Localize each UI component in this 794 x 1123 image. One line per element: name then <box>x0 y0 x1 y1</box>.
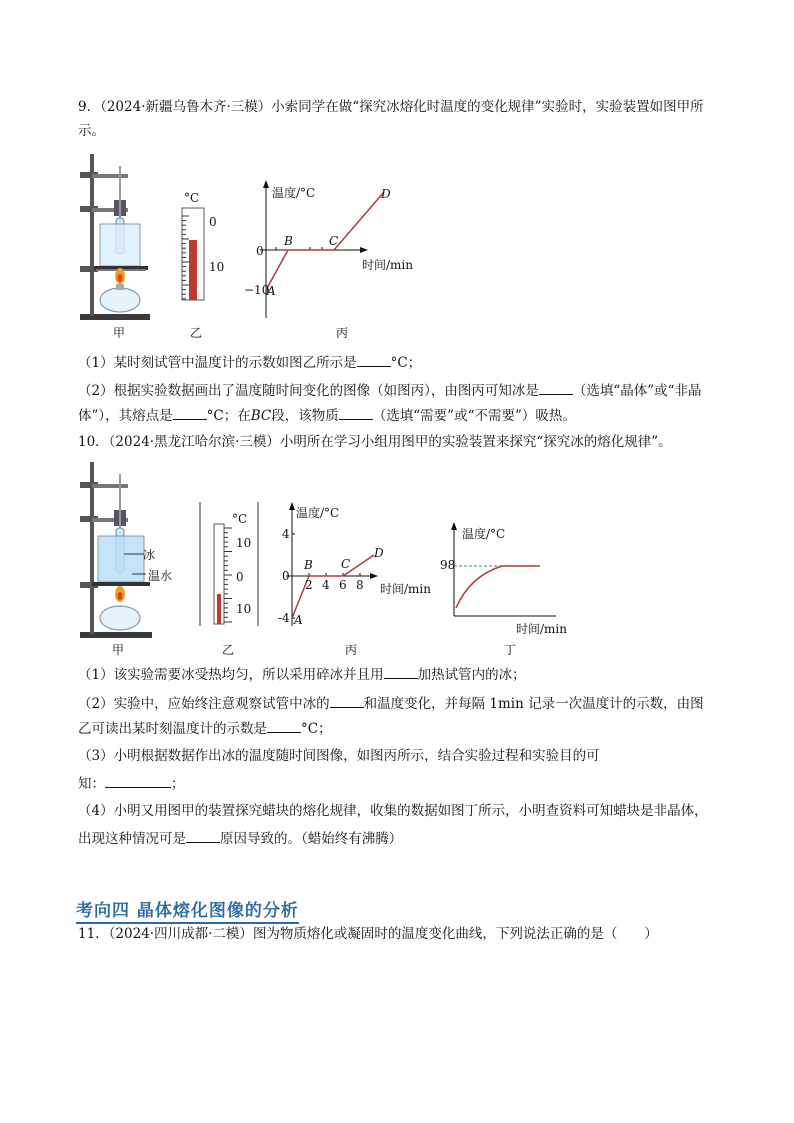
q10-ding-ylabel: 温度/°C <box>462 527 506 541</box>
q10-stem-line1: 10．（2024·黑龙江哈尔滨·三模）小明所在学习小组用图甲的实验装置来探究“探究冰的熔化规律”。 <box>78 434 672 450</box>
q10-bing-y0: 0 <box>282 569 290 583</box>
q10-wax-curve <box>456 566 540 608</box>
q10-sub2-blank-1[interactable] <box>330 693 364 708</box>
q9-sub1-blank[interactable] <box>357 352 391 367</box>
q9-thermo-unit: °C <box>184 191 200 205</box>
q11-stem-line1: 11．（2024·四川成都·二模）图为物质熔化或凝固时的温度变化曲线，下列说法正确的是（ ） <box>78 926 658 942</box>
q10-sub2-line1: （2）实验中，应始终注意观察试管中冰的 和温度变化，并每隔 1min 记录一次温度计的示数，由图 <box>78 693 728 714</box>
q10-fig-label-ding: 丁 <box>504 643 517 657</box>
q9-melting-graph <box>236 178 426 324</box>
q10-sub3-blank[interactable] <box>105 773 171 788</box>
q10-bing-yn4: -4 <box>278 611 290 625</box>
q10-point-d: D <box>374 546 384 560</box>
q9-point-b: B <box>284 234 293 248</box>
q9-apparatus-figure <box>70 148 170 344</box>
q10-sub1-blank[interactable] <box>384 664 418 679</box>
q10-fig-label-bing: 丙 <box>345 643 358 657</box>
q10-sub4-blank[interactable] <box>186 828 220 843</box>
q10-point-a: A <box>294 613 303 627</box>
q9-thermo-tick-0: 0 <box>209 215 217 229</box>
q9-point-a: A <box>267 284 276 298</box>
q10-thermo-tn10: 10 <box>236 602 252 616</box>
q10-bing-y4: 4 <box>282 527 290 541</box>
q10-label-ice: 冰 <box>143 548 156 562</box>
q10-fig-label-yi: 乙 <box>222 643 235 657</box>
q9-sub2-blank-2[interactable] <box>173 405 207 420</box>
q10-label-water: 温水 <box>148 569 173 583</box>
section-heading: 考向四 晶体熔化图像的分析 <box>76 896 299 924</box>
q9-graph-xlabel: 时间/min <box>362 258 413 272</box>
q9-sub2-blank-1[interactable] <box>539 380 573 395</box>
q10-thermo-t0: 0 <box>236 570 244 584</box>
q10-thermo-unit: °C <box>232 512 248 526</box>
q9-sub2-blank-3[interactable] <box>339 405 373 420</box>
q10-bing-x6: 6 <box>339 578 347 592</box>
q9-sub2-line1: （2）根据实验数据画出了温度随时间变化的图像（如图丙），由图丙可知冰是 （选填“晶体”或“非晶 <box>78 380 728 401</box>
q9-graph-y0: 0 <box>256 244 264 258</box>
q10-sub2-line2: 乙可读出某时刻温度计的示数是 °C； <box>78 718 728 739</box>
q10-bing-ylabel: 温度/°C <box>296 506 340 520</box>
q10-sub3-line1: （3）小明根据数据作出冰的温度随时间图像，如图丙所示，结合实验过程和实验目的可 <box>78 748 600 764</box>
q10-thermo-t10: 10 <box>236 536 252 550</box>
q9-graph-yneg: −10 <box>244 283 270 297</box>
q9-stem-line2: 示。 <box>78 123 105 139</box>
q10-sub3-line2: 知： ； <box>78 773 728 794</box>
q10-sub1: （1）该实验需要冰受热均匀，所以采用碎冰并且用 加热试管内的冰； <box>78 664 728 685</box>
q9-stem-line1: 9．（2024·新疆乌鲁木齐·三模）小索同学在做“探究冰熔化时温度的变化规律”实验时，实验装置如图甲所 <box>78 99 704 115</box>
q10-bing-x4: 4 <box>322 578 330 592</box>
q9-sub1: （1）某时刻试管中温度计的示数如图乙所示是 °C； <box>78 352 728 373</box>
q9-thermometer-figure <box>178 188 234 304</box>
q10-apparatus-figure <box>70 458 180 644</box>
q9-sub2-line2: 体”），其熔点是 °C；在BC段，该物质 （选填“需要”或“不需要”）吸热。 <box>78 405 728 426</box>
q9-fig-label-bing: 丙 <box>336 326 349 340</box>
q10-sub2-blank-2[interactable] <box>267 718 301 733</box>
q10-bing-xlabel: 时间/min <box>380 582 431 596</box>
q10-sub4-line1: （4）小明又用图甲的装置探究蜡块的熔化规律，收集的数据如图丁所示，小明查资料可知蜡块是非晶体， <box>78 803 708 819</box>
q10-bing-x2: 2 <box>305 578 313 592</box>
q10-sub4-line2: 出现这种情况可是 原因导致的。（蜡始终有沸腾） <box>78 828 728 849</box>
q9-fig-label-jia: 甲 <box>113 326 126 340</box>
q10-bing-x8: 8 <box>356 578 364 592</box>
q10-point-b: B <box>304 558 313 572</box>
q9-point-c: C <box>329 234 339 248</box>
q9-fig-label-yi: 乙 <box>190 326 203 340</box>
q9-graph-ylabel: 温度/°C <box>272 186 316 200</box>
q10-ding-y98: 98 <box>440 558 456 572</box>
q10-ding-xlabel: 时间/min <box>516 622 567 636</box>
q9-point-d: D <box>381 187 391 201</box>
q10-point-c: C <box>341 557 351 571</box>
q9-thermo-tick-10: 10 <box>209 260 225 274</box>
q10-fig-label-jia: 甲 <box>112 643 125 657</box>
